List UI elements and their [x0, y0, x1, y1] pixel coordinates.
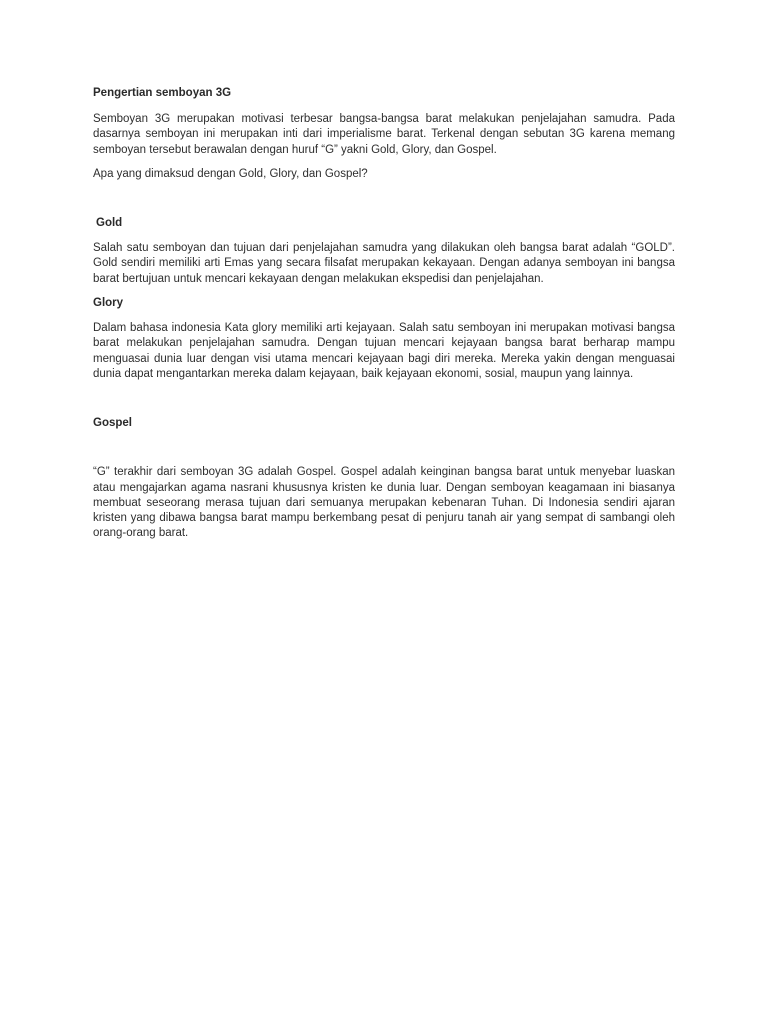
section-heading-gold: Gold — [96, 217, 123, 230]
paragraph-glory: Dalam bahasa indonesia Kata glory memiliki arti kejayaan. Salah satu semboyan ini merupakan motivasi bangsa barat melakukan penjelajahan samudra. Dengan tujuan mencari kejayaan bangsa barat berharap mampu menguasai dunia luar dengan visi utama mencari kejayaan bagi diri mereka. Mereka yakin dengan menguasai dunia dapat mengantarkan mereka dalam kejayaan, baik kejayaan ekonomi, sosial, maupun yang lainnya. — [93, 322, 675, 380]
paragraph-pengertian: Semboyan 3G merupakan motivasi terbesar bangsa-bangsa barat melakukan penjelajahan samudra. Pada dasarnya semboyan ini merupakan inti dari imperialisme barat. Terkenal dengan sebutan 3G karena memang semboyan tersebut berawalan dengan huruf “G” yakni Gold, Glory, dan Gospel. — [93, 113, 675, 156]
paragraph-question: Apa yang dimaksud dengan Gold, Glory, dan Gospel? — [93, 167, 368, 180]
paragraph-gospel: “G” terakhir dari semboyan 3G adalah Gospel. Gospel adalah keinginan bangsa barat untuk menyebar luaskan atau mengajarkan agama nasrani khususnya kristen ke dunia luar. Dengan semboyan keagamaan ini biasanya membuat seseorang merasa tujuan dari semuanya merupakan kebenaran Tuhan. Di Indonesia sendiri ajaran kristen yang dibawa bangsa barat mampu berkembang pesat di penjuru tanah air yang sempat di sambangi oleh orang-orang barat. — [93, 466, 675, 540]
document-page — [93, 86, 675, 542]
section-heading-gospel: Gospel — [93, 417, 132, 430]
paragraph-gold: Salah satu semboyan dan tujuan dari penjelajahan samudra yang dilakukan oleh bangsa barat adalah “GOLD”. Gold sendiri memiliki arti Emas yang secara filsafat merupakan kekayaan. Dengan adanya semboyan ini bangsa barat bertujuan untuk mencari kekayaan dengan melakukan ekspedisi dan penjelajahan. — [93, 242, 675, 285]
section-heading-pengertian: Pengertian semboyan 3G — [93, 87, 232, 99]
section-heading-glory: Glory — [93, 297, 124, 310]
